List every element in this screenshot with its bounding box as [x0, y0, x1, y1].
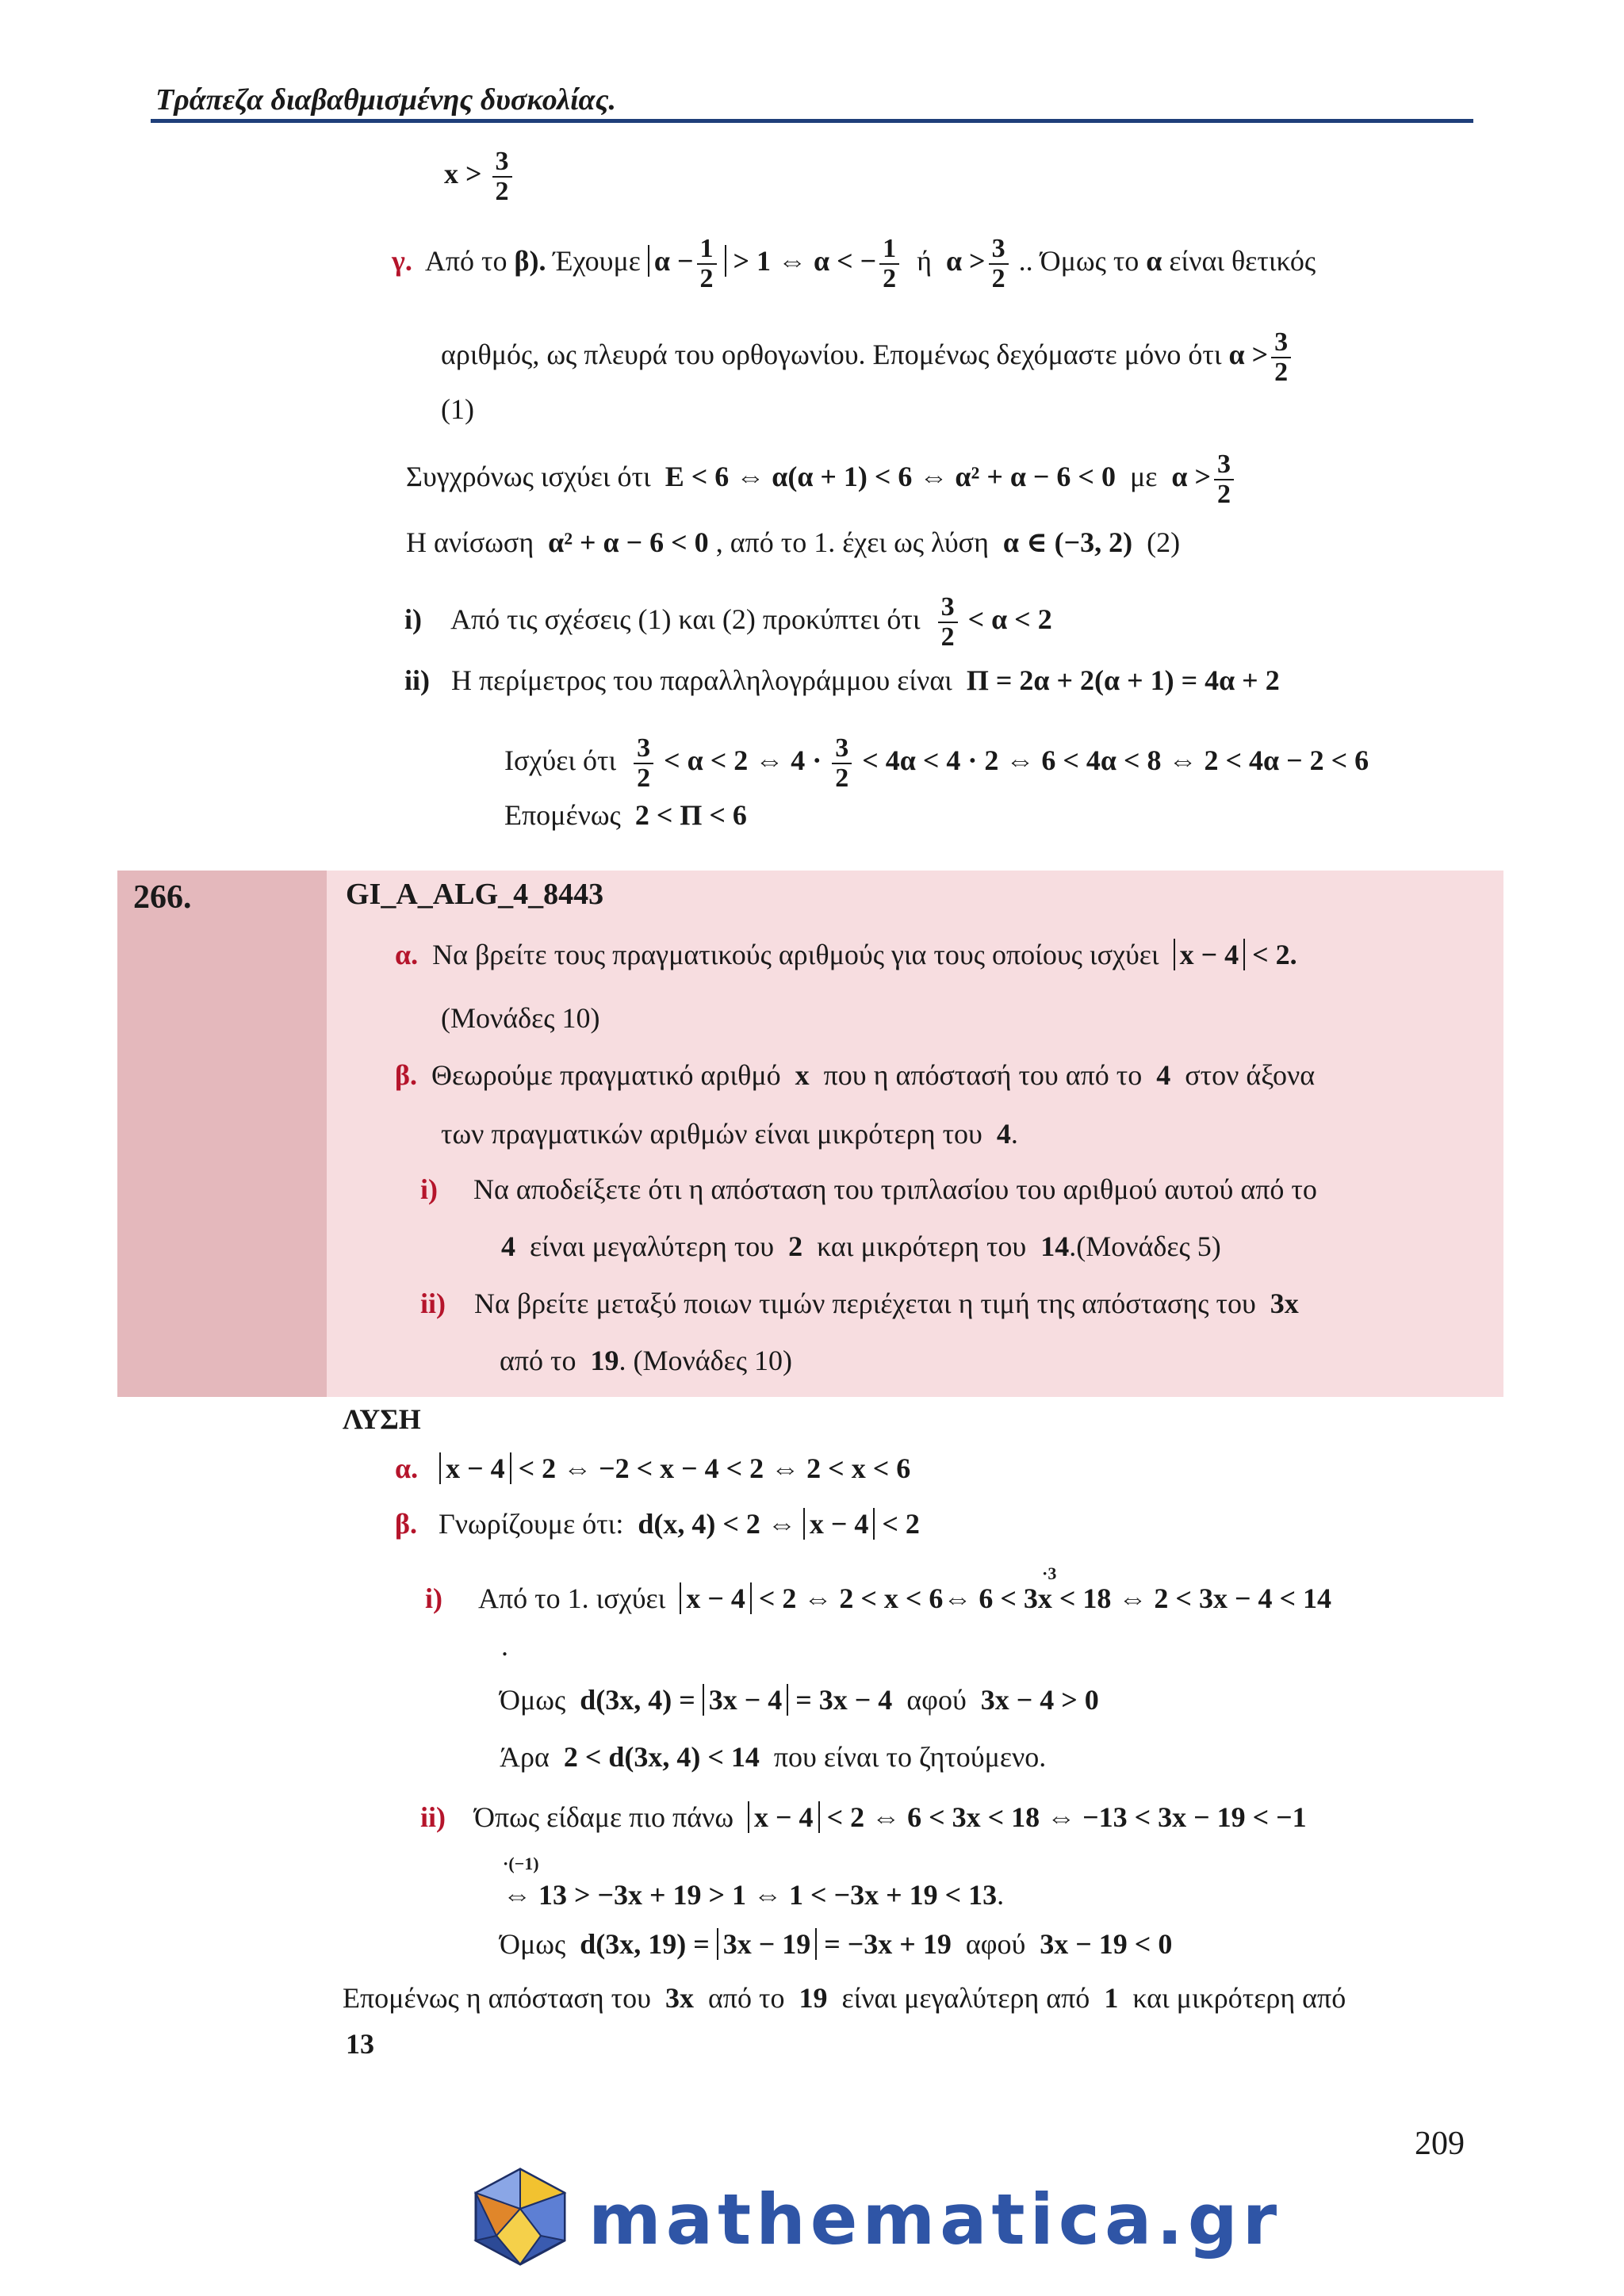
problem-i-line: i) Να αποδείξετε ότι η απόσταση του τριπλασίου του αριθμού αυτού από το — [420, 1173, 1317, 1205]
problem-b-line-2: των πραγματικών αριθμών είναι μικρότερη του 4. — [441, 1118, 1018, 1150]
solution-omos-2: Όμως d(3x, 19) = 3x − 19 = −3x + 19 αφού 3x − 19 < 0 — [500, 1928, 1173, 1960]
solution-conclusion-13: 13 — [346, 2028, 374, 2060]
top-ii-line: ii) Η περίμετρος του παραλληλογράμμου είναι Π = 2α + 2(α + 1) = 4α + 2 — [404, 664, 1280, 696]
solution-ara: Άρα 2 < d(3x, 4) < 14 που είναι το ζητούμενο. — [500, 1741, 1047, 1773]
problem-a-line: α. Να βρείτε τους πραγματικούς αριθμούς για τους οποίους ισχύει x − 4 < 2. — [395, 939, 1297, 970]
problem-number: 266. — [133, 879, 192, 916]
page-number: 209 — [1415, 2126, 1465, 2162]
logo-text: mathematica.gr — [588, 2179, 1282, 2260]
top-i-line: i) Από τις σχέσεις (1) και (2) προκύπτει ότι $\frac{3}{2}$ < α < 2 — [404, 592, 1052, 652]
solution-conclusion: Επομένως η απόσταση του 3x από το 19 είναι μεγαλύτερη από 1 και μικρότερη από — [343, 1982, 1346, 2014]
anisosi-line: Η ανίσωση α² + α − 6 < 0 , από το 1. έχει ως λύση α ∈ (−3, 2) (2) — [406, 526, 1181, 558]
line-x-gt: x > $\frac{3}{2}$ — [444, 147, 515, 205]
solution-i-line: i) Από το 1. ισχύει x − 4 < 2 ⇔ 2 < x < 6⇔ 6 < 3x < 18 ⇔ 2 < 3x − 4 < 14 — [425, 1582, 1331, 1614]
solution-b-line: β. Γνωρίζουμε ότι: d(x, 4) < 2 ⇔ x − 4 < 2 — [395, 1508, 920, 1540]
header-rule — [151, 119, 1473, 123]
gamma-eq-1: (1) — [441, 393, 474, 425]
gamma-line: γ. Από το β). Έχουμε α − $\frac{1}{2}$ > 1 ⇔ α < − $\frac{1}{2}$ ή α > $\frac{3}{2}$ .. Όμως το α είναι θετικός — [392, 234, 1316, 293]
problem-number-cell — [117, 871, 327, 1397]
isxyei-line: Ισχύει ότι $\frac{3}{2}$ < α < 2 ⇔ 4 · $\frac{3}{2}$ < 4α < 4 · 2 ⇔ 6 < 4α < 8 ⇔ 2 < 4α − 2 < 6 — [504, 733, 1369, 793]
epomenos-line: Επομένως 2 < Π < 6 — [504, 799, 747, 831]
header-title: Τράπεζα διαβαθμισμένης δυσκολίας. — [155, 83, 617, 117]
solution-heading: ΛΥΣΗ — [343, 1403, 421, 1435]
site-logo — [465, 2164, 1282, 2267]
polyhedron-icon — [465, 2164, 576, 2267]
solution-times-minus-1: ·(−1) — [503, 1854, 539, 1873]
problem-ii-line-2: από το 19. (Μονάδες 10) — [500, 1345, 792, 1376]
problem-code: GI_A_ALG_4_8443 — [346, 878, 604, 911]
solution-omos-1: Όμως d(3x, 4) = 3x − 4 = 3x − 4 αφού 3x − 4 > 0 — [500, 1684, 1099, 1716]
solution-i-dot: . — [501, 1630, 508, 1662]
problem-i-line-2: 4 είναι μεγαλύτερη του 2 και μικρότερη του 14.(Μονάδες 5) — [501, 1230, 1221, 1262]
solution-ii-line-2: ⇔ 13 > −3x + 19 > 1 ⇔ 1 < −3x + 19 < 13. — [503, 1879, 1005, 1911]
solution-times-3: ·3 — [1042, 1563, 1057, 1583]
solution-ii-line: ii) Όπως είδαμε πιο πάνω x − 4 < 2 ⇔ 6 < 3x < 18 ⇔ −13 < 3x − 19 < −1 — [420, 1801, 1307, 1833]
problem-b-line: β. Θεωρούμε πραγματικό αριθμό x που η απόστασή του από το 4 στον άξονα — [395, 1059, 1316, 1091]
problem-a-points: (Μονάδες 10) — [441, 1002, 600, 1034]
problem-ii-line: ii) Να βρείτε μεταξύ ποιων τιμών περιέχεται η τιμή της απόστασης του 3x — [420, 1288, 1299, 1319]
gamma-line-2: αριθμός, ως πλευρά του ορθογωνίου. Επομένως δεχόμαστε μόνο ότι α > $\frac{3}{2}$ — [441, 328, 1294, 386]
sync-line: Συγχρόνως ισχύει ότι E < 6 ⇔ α(α + 1) < 6 ⇔ α² + α − 6 < 0 με α > $\frac{3}{2}$ — [406, 450, 1237, 508]
solution-a-line: α. x − 4 < 2 ⇔ −2 < x − 4 < 2 ⇔ 2 < x < 6 — [395, 1452, 911, 1484]
